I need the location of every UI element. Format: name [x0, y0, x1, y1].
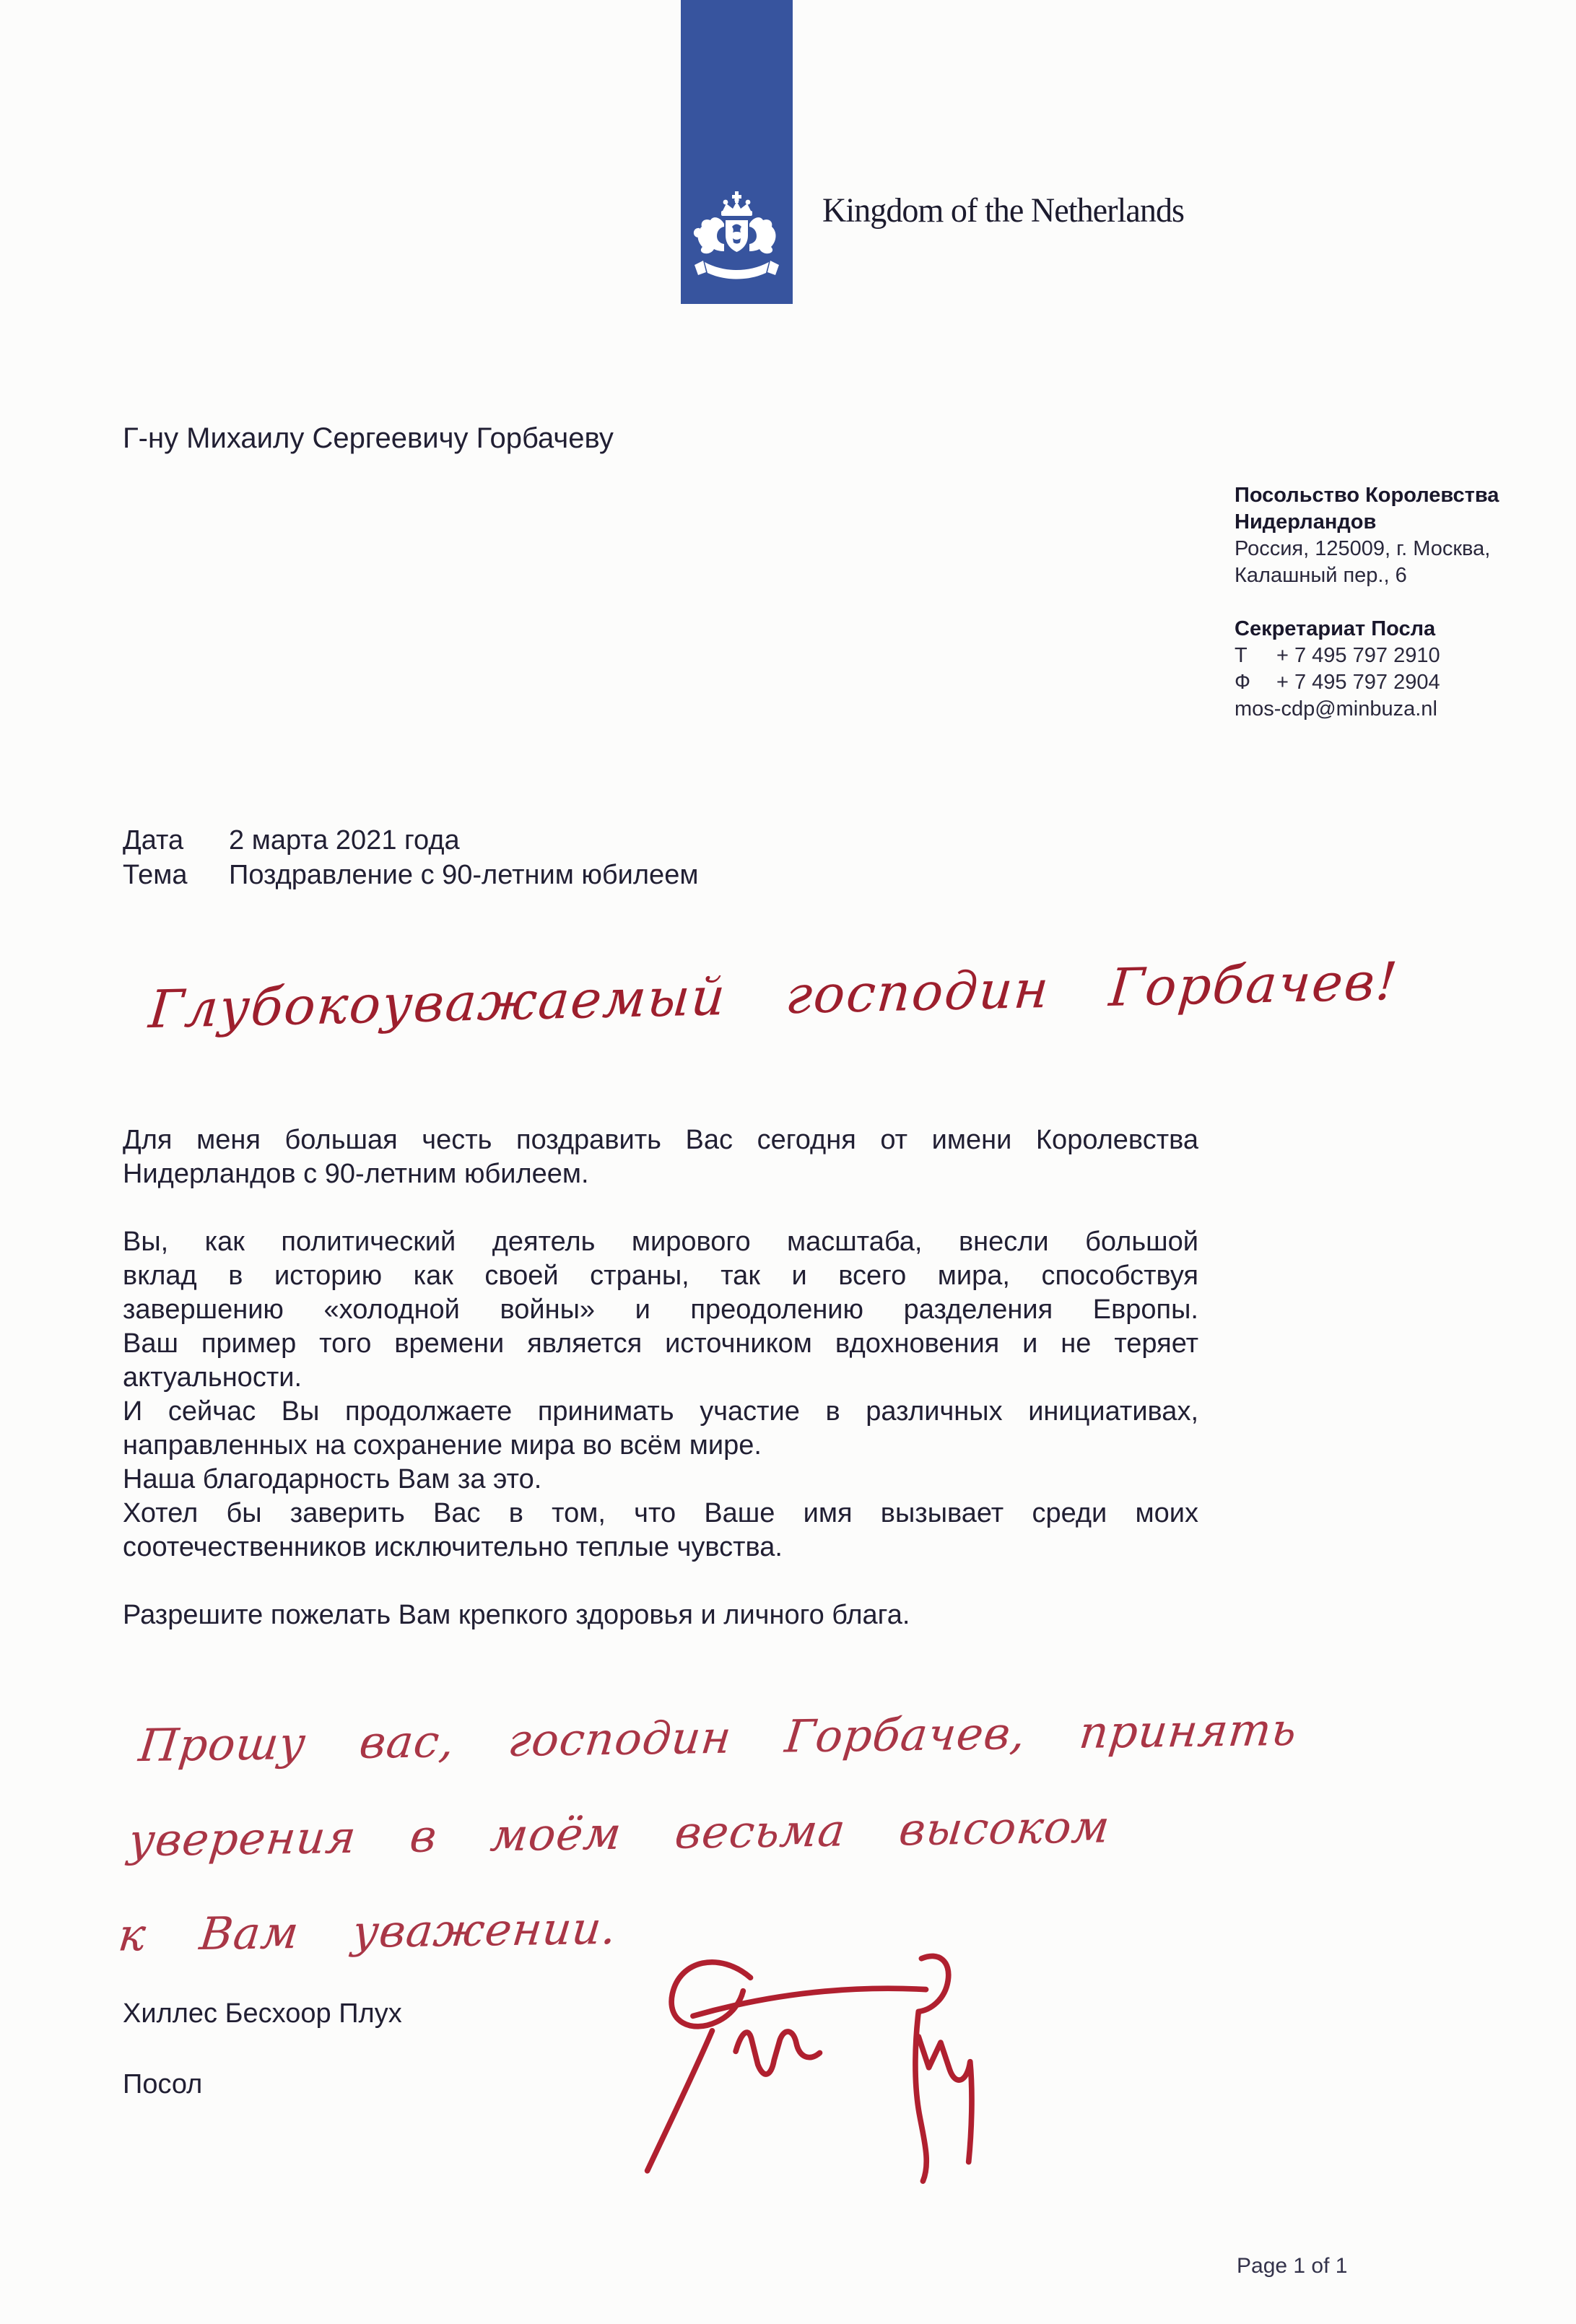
- body-line: И сейчас Вы продолжаете принимать участие в различных инициативах,: [123, 1396, 1198, 1427]
- body-line: Ваш пример того времени является источником вдохновения и не теряет: [123, 1328, 1198, 1359]
- signature-ink: [625, 1948, 979, 2199]
- contact-line: Нидерландов: [1235, 510, 1377, 534]
- contact-line: Т + 7 495 797 2910: [1235, 643, 1538, 669]
- contact-line: Ф + 7 495 797 2904: [1235, 669, 1538, 696]
- body-paragraph: [123, 1598, 1198, 1632]
- handwritten-closing: [113, 1682, 1302, 1983]
- subject-label: Тема: [123, 860, 188, 890]
- meta-block: [123, 823, 698, 892]
- contact-line: Посольство Королевства: [1235, 484, 1499, 507]
- body-line: Наша благодарность Вам за это.: [123, 1464, 542, 1494]
- date-row: [123, 823, 698, 858]
- body-line: направленных на сохранение мира во всём мире.: [123, 1430, 762, 1461]
- dutch-coat-of-arms-icon: [689, 191, 784, 282]
- brand-banner: [681, 0, 793, 304]
- body-line: Для меня большая честь поздравить Вас сегодня от имени Королевства: [123, 1125, 1198, 1155]
- body-line: соотечественников исключительно теплые чувства.: [123, 1532, 783, 1562]
- letter-body: [123, 1123, 1198, 1632]
- handwritten-closing-line: уверения в моём весьма высоком: [126, 1800, 1113, 1867]
- handwritten-closing-line: к Вам уважении.: [116, 1901, 620, 1962]
- page-footer: Page 1 of 1: [1237, 2254, 1348, 2278]
- body-line: Нидерландов с 90-летним юбилеем.: [123, 1159, 589, 1189]
- contact-line-label: Ф: [1235, 671, 1251, 694]
- body-line: Разрешите пожелать Вам крепкого здоровья и личного блага.: [123, 1600, 910, 1630]
- contact-line: mos-cdp@minbuza.nl: [1235, 697, 1437, 721]
- body-paragraph: [123, 1123, 1198, 1191]
- body-line: Вы, как политический деятель мирового масштаба, внесли большой: [123, 1227, 1198, 1257]
- contact-line: Калашный пер., 6: [1235, 564, 1407, 587]
- signer-name: Хиллес Бесхоор Плух: [123, 1998, 402, 2029]
- body-line: Хотел бы заверить Вас в том, что Ваше имя вызывает среди моих: [123, 1498, 1198, 1528]
- body-line: завершению «холодной войны» и преодолению разделения Европы.: [123, 1294, 1198, 1325]
- contact-line-label: Т: [1235, 644, 1248, 667]
- subject-row: [123, 858, 698, 892]
- contact-line: Россия, 125009, г. Москва,: [1235, 537, 1491, 560]
- contact-block: [1235, 482, 1538, 723]
- handwritten-salutation: Глубокоуважаемый господин Горбачев!: [147, 950, 1401, 1040]
- date-value: 2 марта 2021 года: [229, 825, 460, 856]
- org-name: Kingdom of the Netherlands: [822, 191, 1184, 230]
- subject-value: Поздравление с 90-летним юбилеем: [229, 860, 699, 890]
- body-line: вклад в историю как своей страны, так и всего мира, способствуя: [123, 1261, 1198, 1291]
- contact-line: Секретариат Посла: [1235, 617, 1436, 640]
- addressee-line: Г-ну Михаилу Сергеевичу Горбачеву: [123, 422, 614, 454]
- signer-title: Посол: [123, 2069, 203, 2099]
- body-paragraph: [123, 1225, 1198, 1564]
- handwritten-closing-line: Прошу вас, господин Горбачев, принять: [136, 1702, 1300, 1772]
- date-label: Дата: [123, 825, 184, 856]
- body-line: актуальности.: [123, 1362, 302, 1393]
